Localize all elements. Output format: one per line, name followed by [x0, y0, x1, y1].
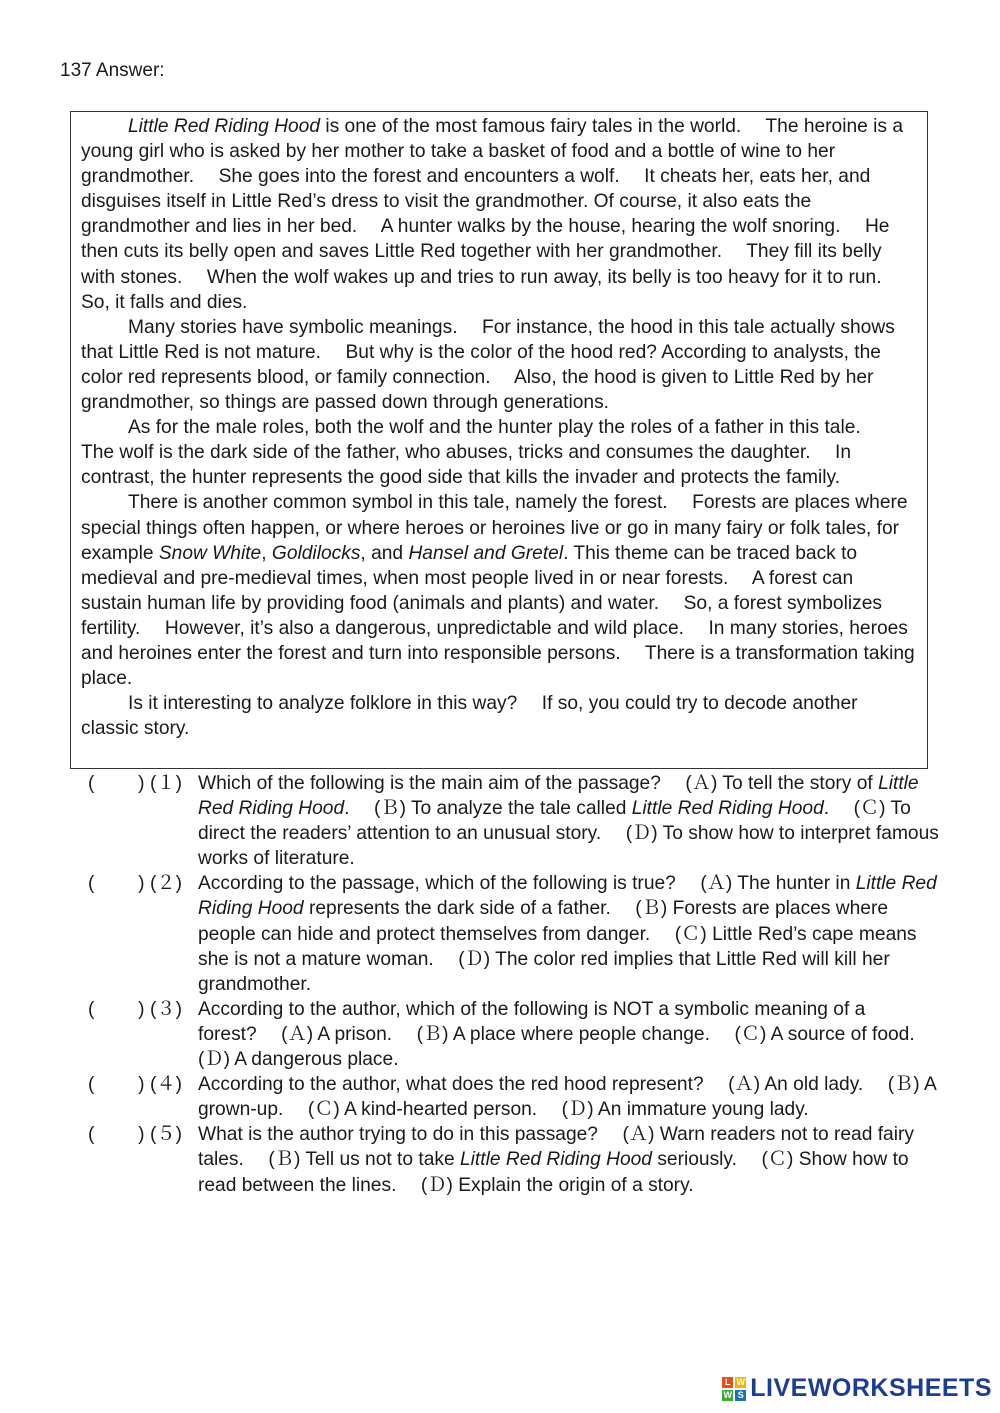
text-run: . This theme can be traced back to medieval and pre-medieval times, when most people lived in or near forests. A forest can sustain human life by providing food (animals and plants) and water. So, a forest symbolizes fertility. However, it’s also a dangerous, unpredictable and wild place. In many stories, heroes and heroines enter the forest and turn into responsible persons. There is a transformation taking place.: [81, 542, 915, 690]
question-number: (１): [150, 773, 182, 794]
italic-title: Little Red Riding Hood: [128, 116, 320, 137]
text-run: According to the author, what does the red hood represent? (Ａ) An old lady. (Ｂ) A grown-up. (Ｃ) A kind-hearted person. (Ｄ) An immature young lady.: [198, 1074, 936, 1121]
text-run: represents the dark side of a father. (Ｂ) Forests are places where people can hide and protect themselves from danger. (Ｃ) Little Red’s cape means she is not a mature woman. (Ｄ) The color red implies that Little Red will kill her grandmother.: [198, 898, 917, 995]
text-run: is one of the most famous fairy tales in the world. The heroine is a young girl who is asked by her mother to take a basket of food and a bottle of wine to her grandmother. She goes into the forest and encounters a wolf. It cheats her, eats her, and disguises itself in Little Red’s dress to visit the grandmother. Of course, it also eats the grandmother and lies in her bed. A hunter walks by the house, hearing the wolf snoring. He then cuts its belly open and saves Little Red together with her grandmother. They fill its belly with stones. When the wolf wakes up and tries to run away, its belly is too heavy for it to run. So, it falls and dies.: [81, 116, 904, 313]
text-run: There is another common symbol in this tale, namely the forest. Forests are places where special things often happen, or where heroes or heroines live or go in many fairy or folk tales, for example: [81, 492, 908, 564]
text-run: Which of the following is the main aim of the passage? (Ａ) To tell the story of: [198, 773, 879, 794]
text-run: . (Ｃ) To direct the readers’ attention to an unusual story. (Ｄ) To show how to interpret famous works of literature.: [198, 798, 939, 870]
question-item: [88, 771, 940, 871]
question-text: [198, 773, 939, 869]
text-run: Many stories have symbolic meanings. For instance, the hood in this tale actually shows that Little Red is not mature. But why is the color of the hood red? According to analysts, the color red represents blood, or family connection. Also, the hood is given to Little Red by her grandmother, so things are passed down through generations.: [81, 316, 895, 414]
text-run: According to the author, which of the following is NOT a symbolic meaning of a forest? (Ａ) A prison. (Ｂ) A place where people change. (Ｃ) A source of food. (Ｄ) A dangerous place.: [198, 998, 934, 1071]
text-run: seriously. (Ｃ) Show how to read between the lines. (Ｄ) Explain the origin of a story.: [198, 1149, 909, 1196]
question-number: (５): [150, 1124, 182, 1146]
logo-text: LIVEWORKSHEETS: [750, 1374, 992, 1402]
text-run: ,: [261, 542, 272, 564]
answer-blank[interactable]: ( ): [88, 873, 145, 895]
logo-mark-tile: W: [736, 1376, 745, 1387]
italic-title: Little Red Riding Hood: [198, 773, 919, 820]
question-item: [88, 997, 940, 1072]
passage-paragraph: [81, 114, 917, 315]
liveworksheets-logo: [722, 1374, 992, 1403]
passage-paragraph: [81, 415, 917, 490]
question-text: [198, 1124, 914, 1195]
text-run: Is it interesting to analyze folklore in this way? If so, you could try to decode another classic story.: [81, 693, 858, 740]
text-run: , and: [360, 542, 409, 564]
question-list: [88, 771, 940, 1198]
answer-blank[interactable]: ( ): [88, 1124, 145, 1146]
italic-title: Snow White: [158, 542, 262, 564]
logo-mark-tile: L: [722, 1377, 733, 1388]
question-text: [198, 873, 937, 994]
answer-blank[interactable]: ( ): [88, 1074, 145, 1096]
logo-mark-tile: W: [723, 1389, 732, 1400]
italic-title: Goldilocks: [271, 542, 361, 564]
italic-title: Hansel and Gretel: [408, 542, 564, 564]
question-number: (４): [150, 1074, 182, 1096]
question-number: (２): [150, 873, 182, 895]
italic-title: Little Red Riding Hood: [198, 873, 937, 920]
italic-title: Little Red Riding Hood: [631, 798, 824, 820]
question-item: [88, 871, 940, 996]
question-number: (３): [150, 998, 182, 1020]
question-text: [198, 1074, 936, 1120]
text-run: According to the passage, which of the following is true? (Ａ) The hunter in: [198, 873, 856, 895]
logo-mark-icon: [722, 1377, 746, 1401]
answer-header: 137 Answer:: [60, 60, 165, 81]
italic-title: Little Red Riding Hood: [459, 1149, 652, 1171]
passage-paragraph: [81, 691, 917, 741]
passage-paragraph: [81, 490, 917, 691]
reading-passage: [70, 111, 928, 769]
text-run: . (Ｂ) To analyze the tale called: [344, 798, 632, 820]
text-run: What is the author trying to do in this passage? (Ａ) Warn readers not to read fairy tales. (Ｂ) Tell us not to take: [198, 1124, 914, 1171]
question-item: [88, 1122, 940, 1197]
answer-blank[interactable]: ( ): [88, 773, 145, 794]
question-text: [198, 999, 934, 1070]
logo-mark-tile: S: [735, 1390, 746, 1401]
text-run: As for the male roles, both the wolf and the hunter play the roles of a father in this tale. The wolf is the dark side of the father, who abuses, tricks and consumes the daughter. In contrast, the hunter represents the good side that kills the invader and protects the family.: [81, 417, 880, 489]
answer-blank[interactable]: ( ): [88, 998, 145, 1020]
passage-paragraph: [81, 315, 917, 415]
question-item: [88, 1072, 940, 1122]
